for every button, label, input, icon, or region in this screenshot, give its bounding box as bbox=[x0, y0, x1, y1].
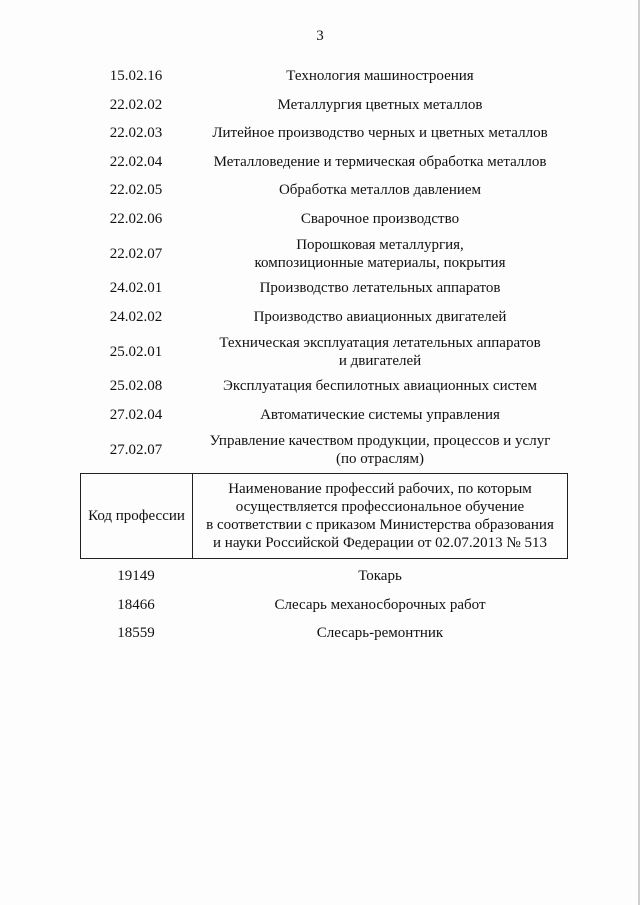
profession-header-line: в соответствии с приказом Министерства образования bbox=[206, 517, 554, 533]
profession-header-line: осуществляется профессиональное обучение bbox=[235, 499, 525, 515]
page-number: 3 bbox=[316, 28, 324, 44]
profession-name: Слесарь-ремонтник bbox=[316, 625, 444, 642]
specialties-list bbox=[80, 62, 568, 648]
specialty-row bbox=[80, 233, 568, 274]
profession-code: 19149 bbox=[117, 568, 155, 585]
professions-table-header bbox=[80, 473, 568, 559]
specialty-name-line: Техническая эксплуатация летательных аппаратов bbox=[219, 334, 541, 351]
specialty-code: 22.02.06 bbox=[109, 210, 163, 227]
specialty-name-line: композиционные материалы, покрытия bbox=[254, 254, 506, 271]
specialty-row bbox=[80, 401, 568, 430]
profession-code: 18466 bbox=[117, 596, 155, 613]
specialty-name-line: (по отраслям) bbox=[335, 450, 424, 467]
specialty-row bbox=[80, 331, 568, 372]
specialty-name-line: и двигателей bbox=[338, 352, 422, 369]
profession-code: 18559 bbox=[117, 625, 155, 642]
profession-row bbox=[80, 562, 568, 591]
profession-row bbox=[80, 619, 568, 648]
specialty-row bbox=[80, 62, 568, 91]
specialty-name: Эксплуатация беспилотных авиационных систем bbox=[223, 378, 537, 395]
specialty-code: 22.02.07 bbox=[109, 245, 163, 262]
specialty-row bbox=[80, 119, 568, 148]
specialty-name bbox=[192, 432, 568, 468]
profession-name: Токарь bbox=[358, 568, 402, 585]
specialty-row bbox=[80, 148, 568, 177]
specialty-code: 25.02.08 bbox=[109, 378, 163, 395]
specialty-name: Автоматические системы управления bbox=[260, 406, 500, 423]
specialty-row bbox=[80, 91, 568, 120]
specialty-row bbox=[80, 372, 568, 401]
specialty-row bbox=[80, 205, 568, 234]
profession-header-line: Наименование профессий рабочих, по которым bbox=[228, 481, 532, 497]
profession-header-line: и науки Российской Федерации от 02.07.2013 № 513 bbox=[213, 535, 547, 551]
specialty-code: 15.02.16 bbox=[109, 68, 163, 85]
specialty-row bbox=[80, 274, 568, 303]
specialty-name: Обработка металлов давлением bbox=[278, 182, 482, 199]
profession-row bbox=[80, 591, 568, 620]
specialty-name bbox=[192, 334, 568, 370]
specialty-code: 22.02.03 bbox=[109, 125, 163, 142]
profession-code-header: Код профессии bbox=[81, 474, 193, 558]
specialty-name bbox=[192, 236, 568, 272]
specialty-row bbox=[80, 303, 568, 332]
specialty-code: 27.02.04 bbox=[109, 406, 163, 423]
specialty-code: 25.02.01 bbox=[109, 343, 163, 360]
specialty-code: 24.02.02 bbox=[109, 308, 163, 325]
specialty-name: Технология машиностроения bbox=[286, 68, 474, 85]
specialty-name: Производство авиационных двигателей bbox=[253, 308, 507, 325]
specialty-name: Производство летательных аппаратов bbox=[259, 280, 501, 297]
specialty-name: Металлургия цветных металлов bbox=[277, 96, 483, 113]
specialty-name-line: Управление качеством продукции, процессов и услуг bbox=[209, 432, 551, 449]
specialty-row bbox=[80, 176, 568, 205]
specialty-name: Литейное производство черных и цветных металлов bbox=[212, 125, 548, 142]
specialty-code: 24.02.01 bbox=[109, 280, 163, 297]
profession-name: Слесарь механосборочных работ bbox=[274, 596, 486, 613]
specialty-row bbox=[80, 429, 568, 470]
specialty-code: 22.02.02 bbox=[109, 96, 163, 113]
specialty-code: 22.02.04 bbox=[109, 153, 163, 170]
specialty-code: 22.02.05 bbox=[109, 182, 163, 199]
specialty-name-line: Порошковая металлургия, bbox=[296, 236, 464, 253]
profession-name-header bbox=[193, 474, 567, 558]
specialty-name: Металловедение и термическая обработка металлов bbox=[213, 153, 547, 170]
specialty-name: Сварочное производство bbox=[300, 210, 460, 227]
specialty-code: 27.02.07 bbox=[109, 441, 163, 458]
